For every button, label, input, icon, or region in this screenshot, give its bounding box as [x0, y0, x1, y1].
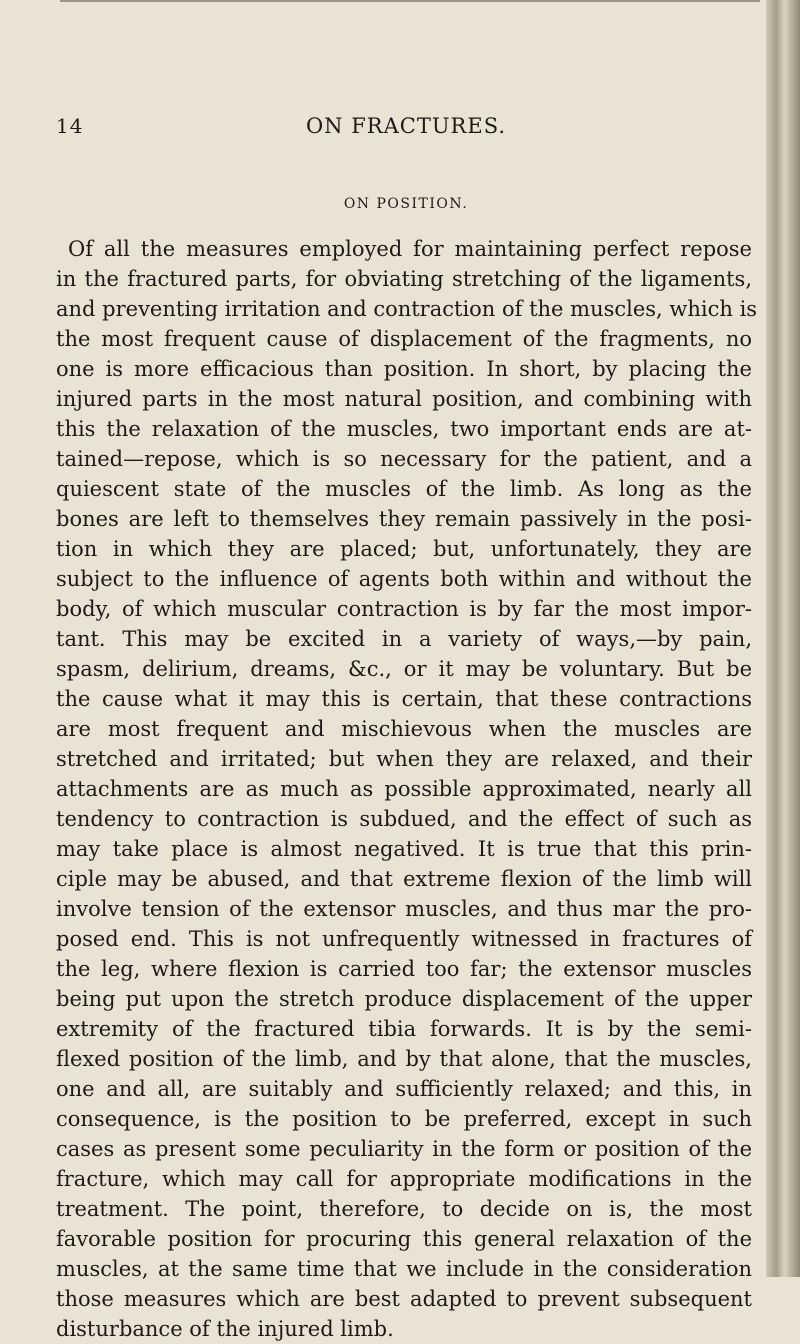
- text-line: bones are left to themselves they remain passively in the posi-: [56, 507, 752, 531]
- text-line: muscles, at the same time that we include in the consideration: [56, 1257, 752, 1281]
- running-title: ON FRACTURES.: [305, 114, 507, 138]
- text-line: are most frequent and mischievous when the muscles are: [56, 717, 752, 741]
- text-line: subject to the influence of agents both within and without the: [56, 567, 752, 591]
- text-line: those measures which are best adapted to prevent subsequent: [56, 1287, 752, 1311]
- text-line: this the relaxation of the muscles, two important ends are at-: [56, 417, 752, 441]
- text-line: ciple may be abused, and that extreme flexion of the limb will: [56, 867, 752, 891]
- text-line: being put upon the stretch produce displacement of the upper: [56, 987, 752, 1011]
- body-paragraph: [56, 234, 758, 1344]
- text-line: the leg, where flexion is carried too far; the extensor muscles: [56, 957, 752, 981]
- text-line: posed end. This is not unfrequently witnessed in fractures of: [56, 927, 752, 951]
- text-line: attachments are as much as possible approximated, nearly all: [56, 777, 752, 801]
- text-line: and preventing irritation and contraction of the muscles, which is: [56, 297, 758, 321]
- text-line: cases as present some peculiarity in the form or position of the: [56, 1137, 752, 1161]
- text-line: favorable position for procuring this general relaxation of the: [56, 1227, 752, 1251]
- book-page: [56, 0, 758, 1341]
- text-line: extremity of the fractured tibia forwards. It is by the semi-: [56, 1017, 752, 1041]
- page-number: 14: [56, 114, 84, 138]
- text-line: tant. This may be excited in a variety of ways,—by pain,: [56, 627, 752, 651]
- text-line: one and all, are suitably and sufficiently relaxed; and this, in: [56, 1077, 752, 1101]
- text-line: involve tension of the extensor muscles, and thus mar the pro-: [56, 897, 752, 921]
- text-line: disturbance of the injured limb.: [56, 1317, 394, 1341]
- text-line: flexed position of the limb, and by that alone, that the muscles,: [56, 1047, 752, 1071]
- text-line: quiescent state of the muscles of the limb. As long as the: [56, 477, 752, 501]
- text-line: Of all the measures employed for maintaining perfect repose: [68, 237, 752, 261]
- text-line: tained—repose, which is so necessary for the patient, and a: [56, 447, 752, 471]
- text-line: treatment. The point, therefore, to decide on is, the most: [56, 1197, 752, 1221]
- text-line: fracture, which may call for appropriate modifications in the: [56, 1167, 752, 1191]
- section-heading: ON POSITION.: [343, 196, 469, 212]
- text-line: body, of which muscular contraction is by far the most impor-: [56, 597, 752, 621]
- text-line: the cause what it may this is certain, that these contractions: [56, 687, 752, 711]
- text-line: in the fractured parts, for obviating stretching of the ligaments,: [56, 267, 752, 291]
- running-head: [56, 114, 756, 142]
- text-line: consequence, is the position to be preferred, except in such: [56, 1107, 752, 1131]
- text-line: the most frequent cause of displacement of the fragments, no: [56, 327, 752, 351]
- page-edge: [766, 0, 800, 1277]
- text-line: tendency to contraction is subdued, and the effect of such as: [56, 807, 752, 831]
- text-line: one is more efficacious than position. In short, by placing the: [56, 357, 752, 381]
- text-line: spasm, delirium, dreams, &c., or it may be voluntary. But be: [56, 657, 752, 681]
- text-line: stretched and irritated; but when they are relaxed, and their: [56, 747, 752, 771]
- text-line: tion in which they are placed; but, unfortunately, they are: [56, 537, 752, 561]
- text-line: injured parts in the most natural position, and combining with: [56, 387, 752, 411]
- text-line: may take place is almost negatived. It is true that this prin-: [56, 837, 752, 861]
